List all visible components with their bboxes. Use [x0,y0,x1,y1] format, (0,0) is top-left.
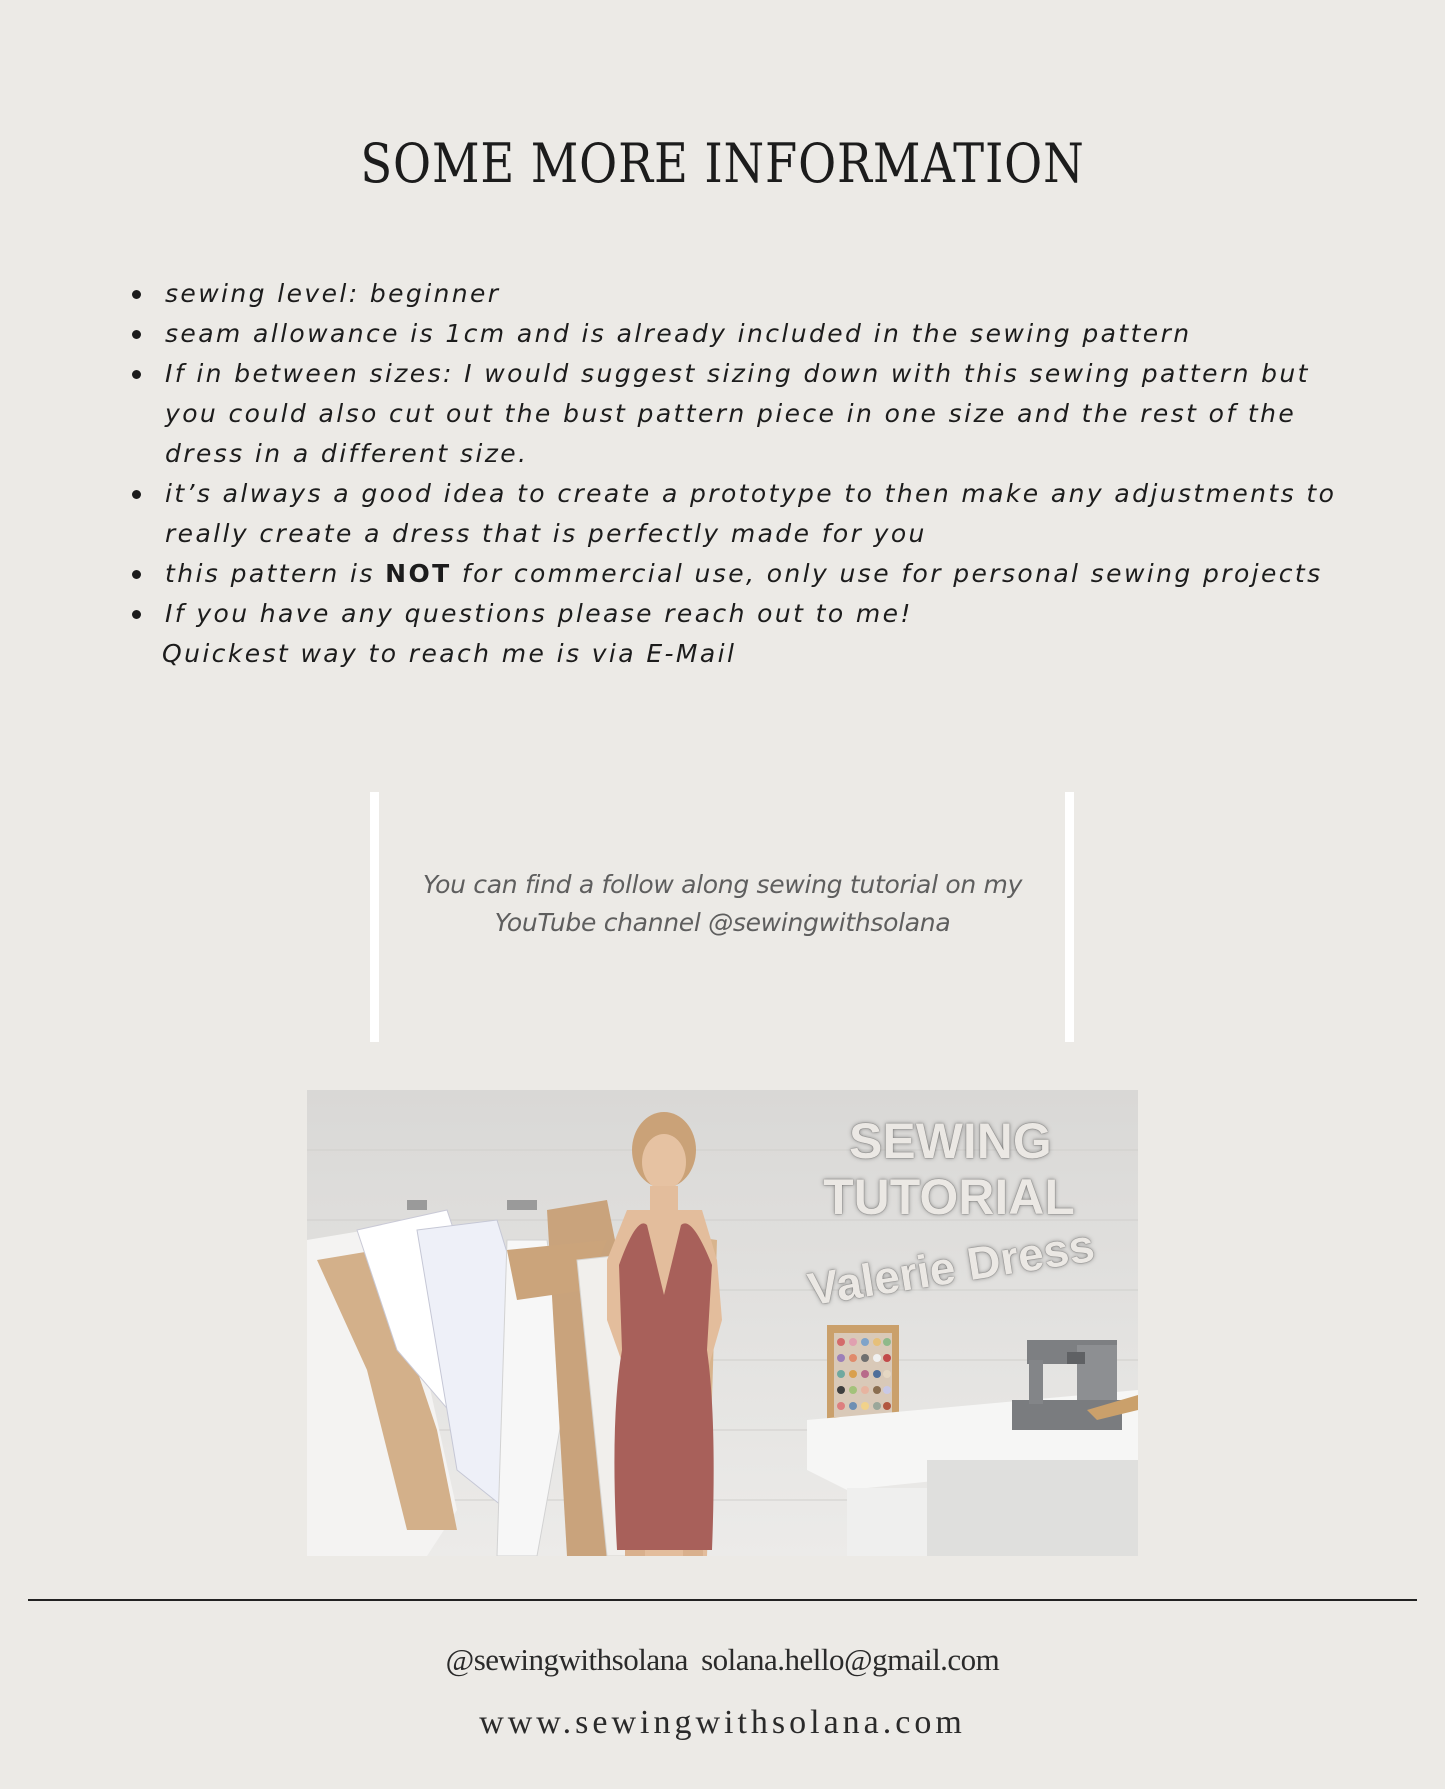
footer-contact: @sewingwithsolana solana.hello@gmail.com [445,1642,1000,1677]
thumbnail-title-line2: TUTORIAL [823,1169,1075,1225]
list-item [130,354,1350,474]
list-item-text: it’s always a good idea to create a prototype to then make any adjustments to really create a dress that is perfectly made for you [165,479,1337,548]
callout-bar-right [1065,792,1074,1042]
bullet-icon [132,490,141,499]
list-item-text-pre: this pattern is [165,559,386,588]
footer-website-link[interactable]: www.sewingwithsolana.com [479,1704,966,1741]
bullet-icon [132,290,141,299]
bullet-icon [132,330,141,339]
list-item-text: If in between sizes: I would suggest sizing down with this sewing pattern but you could also cut out the bust pattern piece in one size and the rest of the dress in a different size. [165,359,1310,468]
bullet-icon [132,610,141,619]
list-item [130,594,1350,674]
list-item-emphasis: NOT [385,559,452,588]
list-item [130,274,1350,314]
list-item-text-tail: Quickest way to reach me is via E-Mail [162,639,737,668]
bullet-icon [132,570,141,579]
tutorial-thumbnail[interactable] [307,1090,1138,1556]
footer-divider [28,1599,1417,1601]
list-item [130,554,1350,594]
list-item-text: sewing level: beginner [165,279,501,308]
thumbnail-title-line1: SEWING [849,1113,1052,1169]
list-item [130,474,1350,554]
page-title: SOME MORE INFORMATION [360,132,1085,195]
callout-bar-left [370,792,379,1042]
info-list [130,274,1350,674]
list-item-text: If you have any questions please reach out to me! [165,599,913,628]
list-item-text: seam allowance is 1cm and is already included in the sewing pattern [165,319,1192,348]
callout-text: You can find a follow along sewing tutorial on my YouTube channel @sewingwithsolana [422,870,1023,937]
bullet-icon [132,370,141,379]
list-item-text-post: for commercial use, only use for personal sewing projects [451,559,1323,588]
list-item [130,314,1350,354]
thumbnail-subtitle: Valerie Dress [804,1218,1098,1316]
